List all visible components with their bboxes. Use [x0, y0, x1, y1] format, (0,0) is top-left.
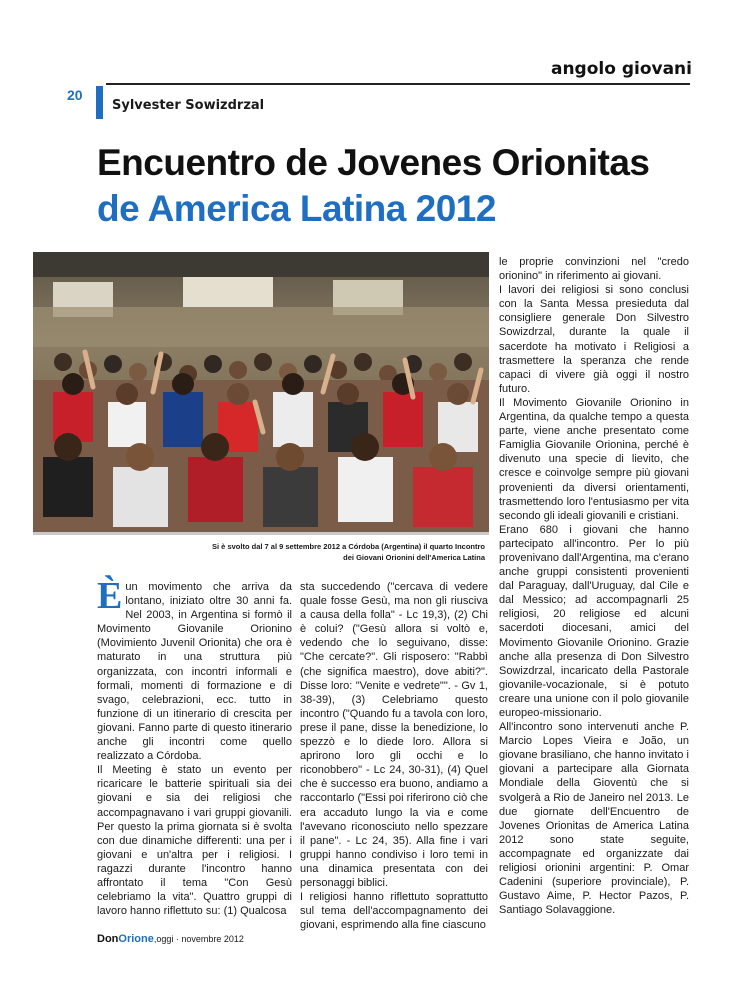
article-title-line1: Encuentro de Jovenes Orionitas [97, 142, 650, 183]
page-footer [97, 933, 244, 945]
article-column-3 [499, 255, 689, 917]
article-paragraph: sta succedendo ("cercava di vedere quale fosse Gesù, ma non gli riusciva a causa della folla" - Lc 19,3), (2) Chi è colui? ("Gesù allora si voltò e, vedendo che lo seguivano, disse: "Che cercate?". Gli risposero: "Rabbì (che significa maestro), dove abiti?". Disse loro: "Venite e vedrete"". - Gv 1, 38-39), (3) Celebriamo questo incontro ("Quando fu a tavola con loro, prese il pane, disse la benedizione, lo spezzò e lo diede loro. Allora si aprirono loro gli occhi e lo riconobbero" - Lc 24, 30-31), (4) Quel che è successo era buono, andiamo a raccontarlo ("Essi poi riferirono ciò che era accaduto lungo la via e come l'avevano riconosciuto nello spezzare il pane". - Lc 24, 35). Alla fine i vari gruppi hanno condiviso i loro temi in una dinamica presentata con dei personaggi biblici. [300, 581, 488, 889]
article-column-1 [97, 575, 292, 918]
caption-line-2: dei Giovani Orionini dell'America Latina [343, 553, 485, 562]
article-title-line2: de America Latina 2012 [97, 188, 496, 229]
photo-caption [175, 541, 485, 563]
article-paragraph: I religiosi hanno riflettuto soprattutto sul tema dell'accompagnamento dei giovani, esprimendo alla fine ciascuno [300, 891, 488, 932]
page-number: 20 [67, 87, 83, 103]
footer-brand-don: Don [97, 933, 119, 945]
caption-line-1: Si è svolto dal 7 al 9 settembre 2012 a Córdoba (Argentina) il quarto Incontro [212, 542, 485, 551]
article-paragraph: Erano 680 i giovani che hanno partecipato all'incontro. Per lo più provenivano dall'Argentina, ma c'erano anche gruppi consistenti provenienti dal Paraguay, dall'Uruguay, dal Cile e dal Messico; ad accompagnarli 25 religiosi, 20 religiose ed alcuni sacerdoti diocesani, amici del Movimento Giovanile Orionino. Grazie anche alla presenza di Don Silvestro Sowizdrzal, incaricato della Pastorale giovanile-vocazionale, si è potuto creare una unione con il polo giovanile europeo-missionario. [499, 523, 689, 719]
accent-bar [96, 86, 103, 119]
dropcap: È [97, 575, 123, 617]
article-paragraph: I lavori dei religiosi si sono conclusi con la Santa Messa presieduta dal consigliere generale Don Silvestro Sowizdrzal, durante la quale il sacerdote ha motivato i Religiosi a trasmettere la speranza che rende capaci di vivere già oggi il nostro futuro. [499, 284, 689, 395]
author: Sylvester Sowizdrzal [112, 98, 265, 113]
article-paragraph: All'incontro sono intervenuti anche P. Marcio Lopes Vieira e João, un giovane brasiliano, che hanno invitato i giovani a partecipare alla Giornata Mondiale della Gioventù che si svolgerà a Rio de Janeiro nel 2013. Le due giornate dell'Encuentro de Jovenes Orionitas de America Latina 2012 sono state seguite, accompagnate ed organizzate dai religiosi orionini argentini: P. Omar Cadenini (superiore provinciale), P. Gustavo Aime, P. Hector Pazos, P. Santiago Solavaggione. [499, 721, 689, 917]
article-paragraph: Il Meeting è stato un evento per ricaricare le batterie spirituali sia dei giovani e sia dei religiosi che accompagnavano i vari gruppi giovanili. Per questo la prima giornata si è svolta con due dinamiche differenti: una per i giovani e un'altra per i religiosi. I ragazzi durante l'incontro hanno affrontato il tema "Con Gesù celebriamo la vita". Quattro gruppi di lavoro hanno riflettuto su: (1) Qualcosa [97, 764, 292, 918]
crowd-photo-image [33, 252, 489, 532]
article-column-2 [300, 580, 488, 932]
footer-issue: ,oggi · novembre 2012 [153, 934, 244, 944]
footer-brand-orione: Orione [118, 933, 154, 945]
event-photo [33, 252, 489, 535]
article-paragraph: Il Movimento Giovanile Orionino in Argentina, da qualche tempo a questa parte, viene anche presentato come Famiglia Giovanile Orionina, perché è divenuto una specie di lievito, che cresce e coinvolge sempre più giovani provenienti da diversi orientamenti, trasmettendo loro l'entusiasmo per vita secondo gli ideali giovanili e cristiani. [499, 396, 689, 522]
article-paragraph: le proprie convinzioni nel "credo orionino" in riferimento ai giovani. [499, 256, 689, 283]
section-tag: angolo giovani [550, 59, 692, 79]
article-paragraph: È un movimento che arriva da lontano, iniziato oltre 30 anni fa. Nel 2003, in Argentina si formò il Movimento Giovanile Orionino (Movimiento Juvenil Orionita) che ora è maturato in una struttura più organizzata, con incontri informali e formali, momenti di formazione e di svago, celebrazioni, ecc. tutto in funzione di un itinerario di crescita per giovani. Fanno parte di questo itinerario anche gli incontri come quello realizzato a Córdoba. [97, 575, 292, 763]
header-rule [106, 83, 690, 85]
